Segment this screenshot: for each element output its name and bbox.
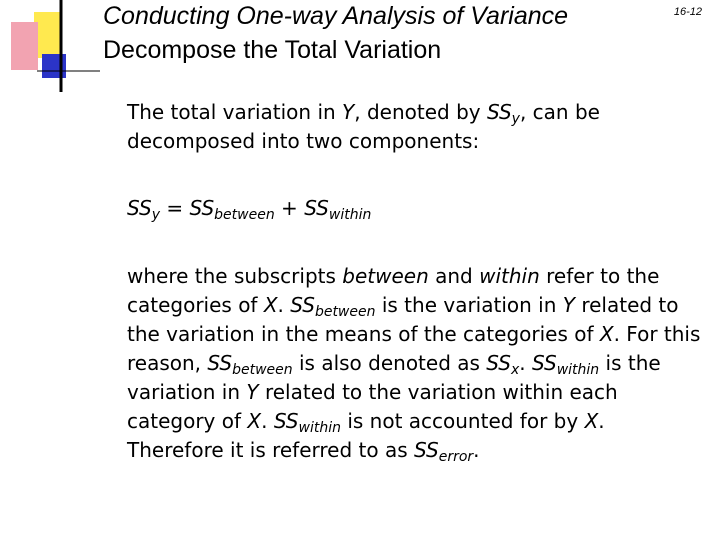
- plus-sign: +: [274, 196, 305, 220]
- page-title: Conducting One-way Analysis of Variance: [103, 2, 569, 30]
- ss-subscript: between: [232, 362, 293, 378]
- explanation-paragraph: [127, 262, 707, 465]
- ss-term: SS: [189, 196, 215, 220]
- body-text: is the variation in: [375, 293, 563, 317]
- ss-term: SS: [127, 196, 152, 220]
- body-text: is not accounted for by: [340, 409, 585, 433]
- body-text: .: [261, 409, 274, 433]
- var-y: Y: [246, 380, 259, 404]
- var-x: X: [263, 293, 278, 317]
- body-text: .: [473, 438, 480, 462]
- intro-text: The total variation in: [127, 100, 343, 124]
- body-text: refer to the categories of: [127, 264, 660, 317]
- ss-term: SS: [414, 438, 439, 462]
- ss-term: SS: [532, 351, 557, 375]
- equals-sign: =: [159, 196, 190, 220]
- ss-subscript: error: [438, 449, 474, 465]
- var-y: Y: [562, 293, 575, 317]
- ss-subscript: within: [328, 207, 372, 223]
- body-text: . Therefore it is referred to as: [127, 409, 605, 462]
- ss-subscript: between: [214, 207, 275, 223]
- body-text: and: [428, 264, 480, 288]
- body-text: is also denoted as: [292, 351, 487, 375]
- ss-term: SS: [273, 409, 299, 433]
- term-between: between: [342, 264, 429, 288]
- body-text: .: [277, 293, 291, 317]
- body-text: .: [519, 351, 532, 375]
- var-x: X: [584, 409, 599, 433]
- var-x: X: [247, 409, 262, 433]
- decomposition-equation: [127, 194, 707, 223]
- ss-term: SS: [304, 196, 329, 220]
- ss-subscript: y: [151, 207, 160, 223]
- ss-term: SS: [207, 351, 233, 375]
- ss-subscript: within: [556, 362, 600, 378]
- intro-text: , can be decomposed into two components:: [127, 100, 600, 153]
- ss-subscript: between: [314, 304, 376, 320]
- body-text: related to the variation within each category of: [127, 380, 618, 433]
- decorative-logo: [0, 0, 100, 96]
- ss-term: SS: [486, 351, 511, 375]
- ss-subscript: x: [510, 362, 520, 378]
- slide-number: 16-12: [673, 6, 702, 18]
- var-x: X: [599, 322, 614, 346]
- page-subtitle: Decompose the Total Variation: [103, 36, 442, 64]
- body-text: related to the variation in the means of the categories of: [127, 293, 679, 346]
- ss-term: SS: [486, 100, 512, 124]
- body-text: where the subscripts: [127, 264, 343, 288]
- logo-pink-block: [11, 22, 38, 70]
- ss-subscript: y: [511, 111, 520, 127]
- term-within: within: [479, 264, 540, 288]
- ss-subscript: within: [298, 420, 341, 436]
- ss-term: SS: [290, 293, 315, 317]
- body-text: . For this reason,: [127, 322, 701, 375]
- intro-text: , denoted by: [354, 100, 487, 124]
- body-text: is the variation in: [127, 351, 661, 404]
- var-y: Y: [342, 100, 355, 124]
- intro-paragraph: [127, 98, 707, 156]
